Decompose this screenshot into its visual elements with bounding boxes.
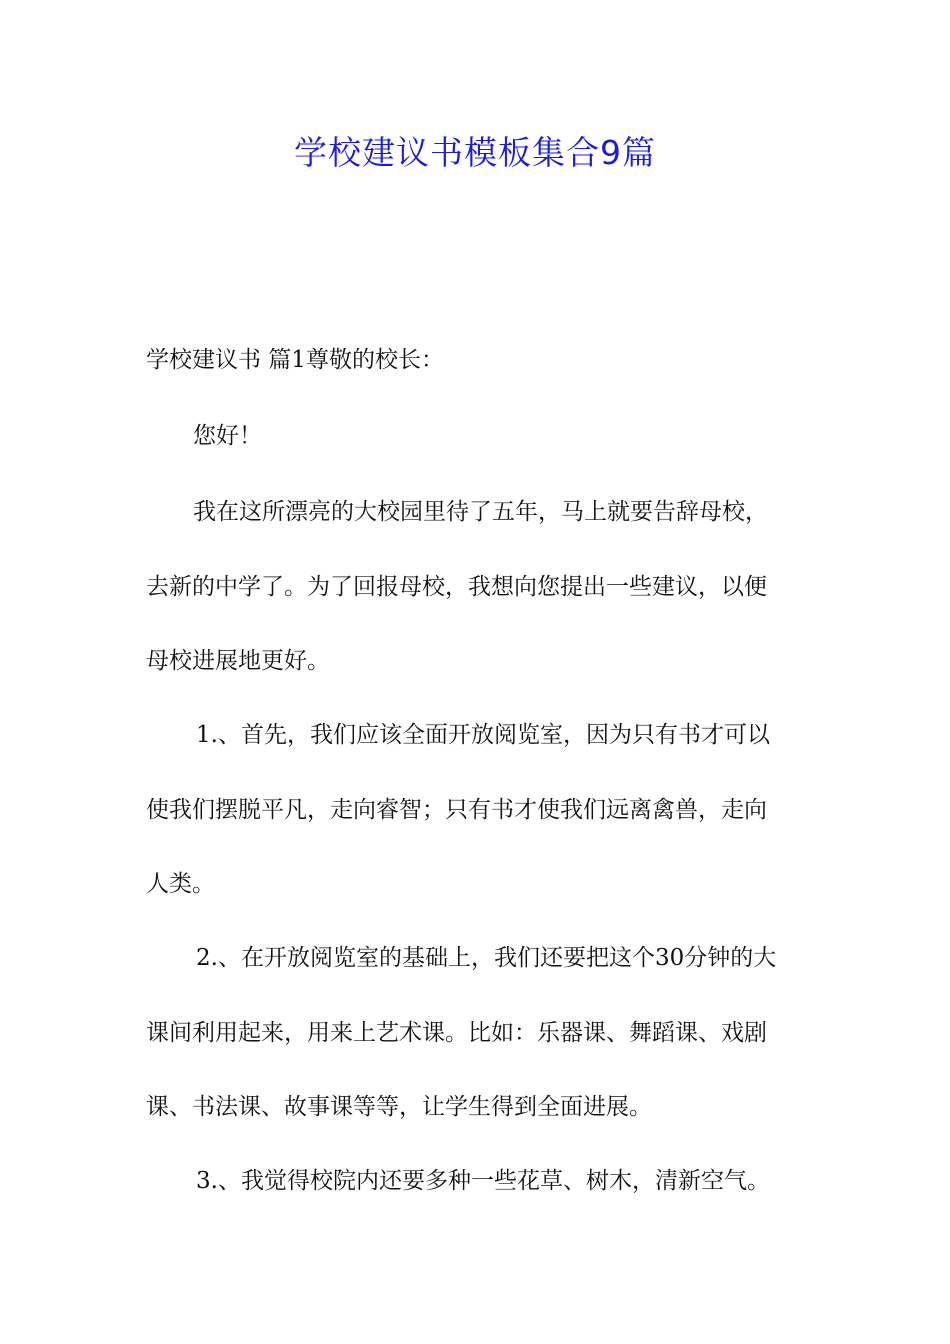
paragraph-line: 去新的中学了。为了回报母校，我想向您提出一些建议，以便: [146, 574, 767, 600]
greeting-line: 您好！: [193, 423, 262, 449]
paragraph-line: 我在这所漂亮的大校园里待了五年，马上就要告辞母校，: [193, 499, 768, 525]
document-title: 学校建议书模板集合9篇: [294, 133, 656, 172]
paragraph-line: 使我们摆脱平凡，走向睿智；只有书才使我们远离禽兽，走向: [146, 797, 767, 823]
paragraph-line: 3.、我觉得校院内还要多种一些花草、树木，清新空气。: [196, 1168, 770, 1194]
paragraph-line: 2.、在开放阅览室的基础上，我们还要把这个30分钟的大: [196, 945, 777, 971]
paragraph-line: 1.、首先，我们应该全面开放阅览室，因为只有书才可以: [196, 722, 770, 748]
paragraph-line: 课、书法课、故事课等等，让学生得到全面进展。: [146, 1094, 652, 1120]
salutation-line: 学校建议书 篇1尊敬的校长：: [146, 347, 444, 373]
paragraph-line: 母校进展地更好。: [146, 648, 330, 674]
paragraph-line: 课间利用起来，用来上艺术课。比如：乐器课、舞蹈课、戏剧: [146, 1020, 767, 1046]
paragraph-line: 人类。: [146, 871, 215, 897]
